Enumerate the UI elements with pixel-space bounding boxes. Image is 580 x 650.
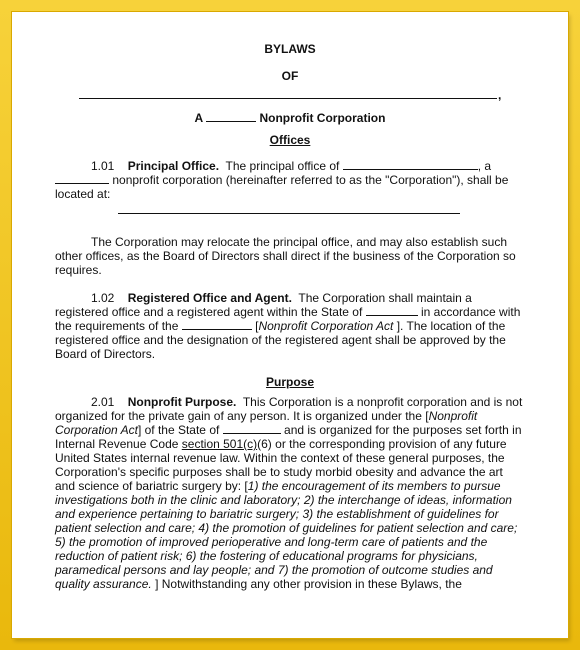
section-number: 1.01 [91,159,115,173]
relocation-paragraph: The Corporation may relocate the principal office, and may also establish such other offices, as the Board of Directors shall direct if the business of the Corporation so requires. [55,235,516,277]
section-text: nonprofit corporation (hereinafter referred to as the "Corporation"), shall be located at: [55,173,509,201]
office-name-blank [343,159,478,170]
organization-name-blank [79,98,497,99]
section-number: 2.01 [91,395,115,409]
corporation-type-line [55,111,525,125]
document-of: OF [281,69,299,83]
act-name: Nonprofit Corporation Act [55,409,478,437]
purposes-list: 1) the encouragement of its members to pursue investigations both in the clinic and laboratory; 2) the interchange of ideas, information and experience pertaining to bariatric surgery; 3) the establishment of guidelines for patient selection and care; 4) the promotion of guidelines for patient selection and care; 5) the promotion of improved perioperative and long-term care of patients and the reduction of patient risk; 6) the fostering of educational programs for physicians, paramedical persons and lay people; and 7) the promotion of outcome studies and quality assurance. [55,479,518,591]
section-text: , a [477,159,492,173]
act-name: Nonprofit Corporation Act [258,319,394,333]
section-text: This Corporation is a nonprofit corporation and is not organized for the private gain of any person. It is organized under the [ [55,395,523,423]
document-title: BYLAWS [264,42,316,56]
corp-type-label: Nonprofit Corporation [259,111,386,125]
section-text: and is organized for the purposes set forth in Internal Revenue Code [55,423,522,451]
section-heading: Registered Office and Agent. [127,291,292,305]
offices-heading: Offices [269,133,311,147]
state-blank [206,111,256,122]
section-heading: Principal Office. [127,159,220,173]
section-text: (6) or the corresponding provision of any future United States internal revenue law. Within the context of these general purposes, the Corporation's specific purposes shall be to study morbid obesity and advance the art and science of bariatric surgery by: [ [55,437,507,493]
section-text: ] Notwithstanding any other provision in these Bylaws, the [151,577,462,591]
section-text: The principal office of [225,159,340,173]
section-text: The Corporation shall maintain a registered office and a registered agent within the State of [55,291,472,319]
state-blank-3 [366,305,418,316]
document-page [12,12,568,638]
bylaws-document [55,40,525,591]
state-blank-2 [55,173,109,184]
section-heading: Nonprofit Purpose. [127,395,237,409]
state-blank-5 [223,423,281,434]
organization-comma: , [498,88,502,102]
section-text: ] of the State of [137,423,220,437]
irc-section-link[interactable]: section 501(c) [181,437,258,451]
address-blank-line [118,213,460,214]
purpose-heading: Purpose [265,375,314,389]
section-text: in accordance with the requirements of the [55,305,521,333]
state-blank-4 [182,319,252,330]
section-text: ]. The location of the registered office and the designation of the registered agent shall be approved by the Board of Directors. [55,319,506,361]
section-2-01 [55,395,525,591]
section-1-02 [55,291,525,361]
section-text: [ [255,319,259,333]
section-1-01 [55,159,525,201]
organization-name-line [55,88,525,104]
corp-article: A [194,111,203,125]
section-number: 1.02 [91,291,115,305]
